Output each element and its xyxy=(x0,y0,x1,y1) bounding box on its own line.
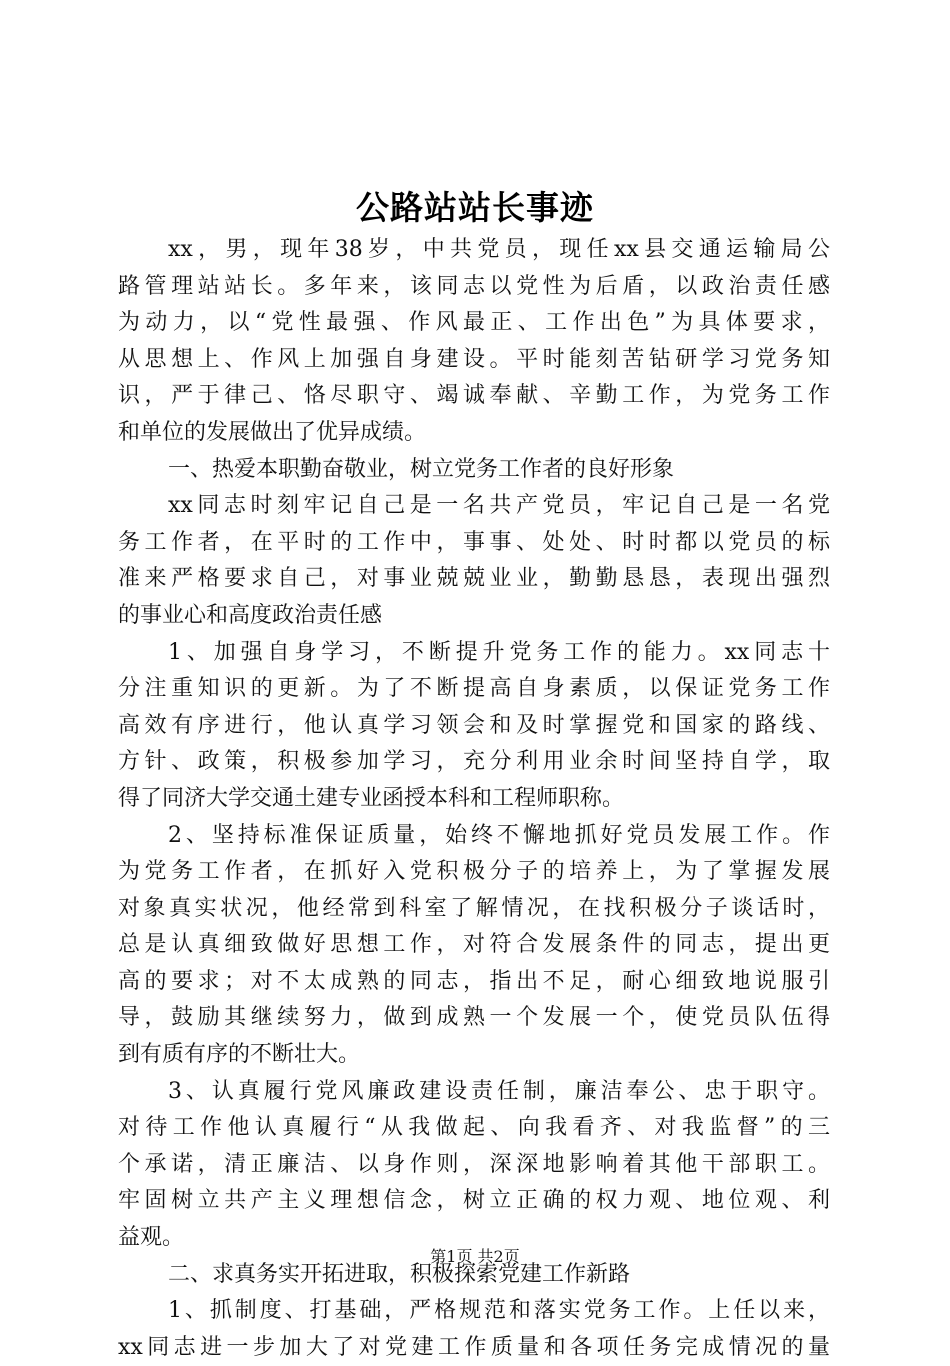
text-line: 从思想上、作风上加强自身建设。平时能刻苦钻研学习党务知 xyxy=(118,346,830,372)
text-line: 路管理站站长。多年来，该同志以党性为后盾，以政治责任感 xyxy=(118,273,830,299)
text-line: xx同志时刻牢记自己是一名共产党员，牢记自己是一名党 xyxy=(168,493,830,519)
document-title: 公路站站长事迹 xyxy=(356,188,594,227)
text-line: 为党务工作者，在抓好入党积极分子的培养上，为了掌握发展 xyxy=(118,859,830,885)
page-footer: 第1页 共2页 xyxy=(430,1247,520,1266)
text-line: 牢固树立共产主义理想信念，树立正确的权力观、地位观、利 xyxy=(118,1188,830,1214)
text-line: 个承诺，清正廉洁、以身作则，深深地影响着其他干部职工。 xyxy=(118,1151,830,1177)
text-line: 和单位的发展做出了优异成绩。 xyxy=(118,419,427,445)
text-line: xx，男，现年38岁，中共党员，现任xx县交通运输局公 xyxy=(168,237,830,262)
text-line: 总是认真细致做好思想工作，对符合发展条件的同志，提出更 xyxy=(118,932,830,958)
text-line: 对待工作他认真履行“从我做起、向我看齐、对我监督”的三 xyxy=(118,1115,830,1141)
text-line: 的事业心和高度政治责任感 xyxy=(118,602,383,628)
text-line: 务工作者，在平时的工作中，事事、处处、时时都以党员的标 xyxy=(118,529,830,555)
text-line: 得了同济大学交通土建专业函授本科和工程师职称。 xyxy=(118,785,625,811)
text-line: 2、坚持标准保证质量，始终不懈地抓好党员发展工作。作 xyxy=(168,822,830,848)
text-line: 1、加强自身学习，不断提升党务工作的能力。xx同志十 xyxy=(168,639,830,665)
text-line: 高效有序进行，他认真学习领会和及时掌握党和国家的路线、 xyxy=(118,712,830,738)
text-line: 方针、政策，积极参加学习，充分利用业余时间坚持自学，取 xyxy=(118,749,830,775)
text-line: 对象真实状况，他经常到科室了解情况，在找积极分子谈话时， xyxy=(118,895,830,921)
text-line: 导，鼓励其继续努力，做到成熟一个发展一个，使党员队伍得 xyxy=(118,1005,830,1031)
text-line: xx同志进一步加大了对党建工作质量和各项任务完成情况的量 xyxy=(118,1334,830,1360)
text-line: 一、热爱本职勤奋敬业，树立党务工作者的良好形象 xyxy=(168,456,675,482)
text-line: 益观。 xyxy=(118,1225,185,1251)
text-line: 准来严格要求自己，对事业兢兢业业，勤勤恳恳，表现出强烈 xyxy=(118,566,830,592)
text-line: 到有质有序的不断壮大。 xyxy=(118,1042,361,1068)
text-line: 分注重知识的更新。为了不断提高自身素质，以保证党务工作 xyxy=(118,676,830,702)
text-line: 高的要求；对不太成熟的同志，指出不足，耐心细致地说服引 xyxy=(118,968,830,994)
text-line: 为动力，以“党性最强、作风最正、工作出色”为具体要求， xyxy=(118,310,830,336)
document-body xyxy=(118,232,830,1366)
text-line: 二、求真务实开拓进取，积极探索党建工作新路 xyxy=(168,1261,631,1287)
text-line: 识，严于律己、恪尽职守、竭诚奉献、辛勤工作，为党务工作 xyxy=(118,383,830,409)
text-line: 1、抓制度、打基础，严格规范和落实党务工作。上任以来， xyxy=(168,1298,830,1324)
text-line: 3、认真履行党风廉政建设责任制，廉洁奉公、忠于职守。 xyxy=(168,1078,830,1104)
